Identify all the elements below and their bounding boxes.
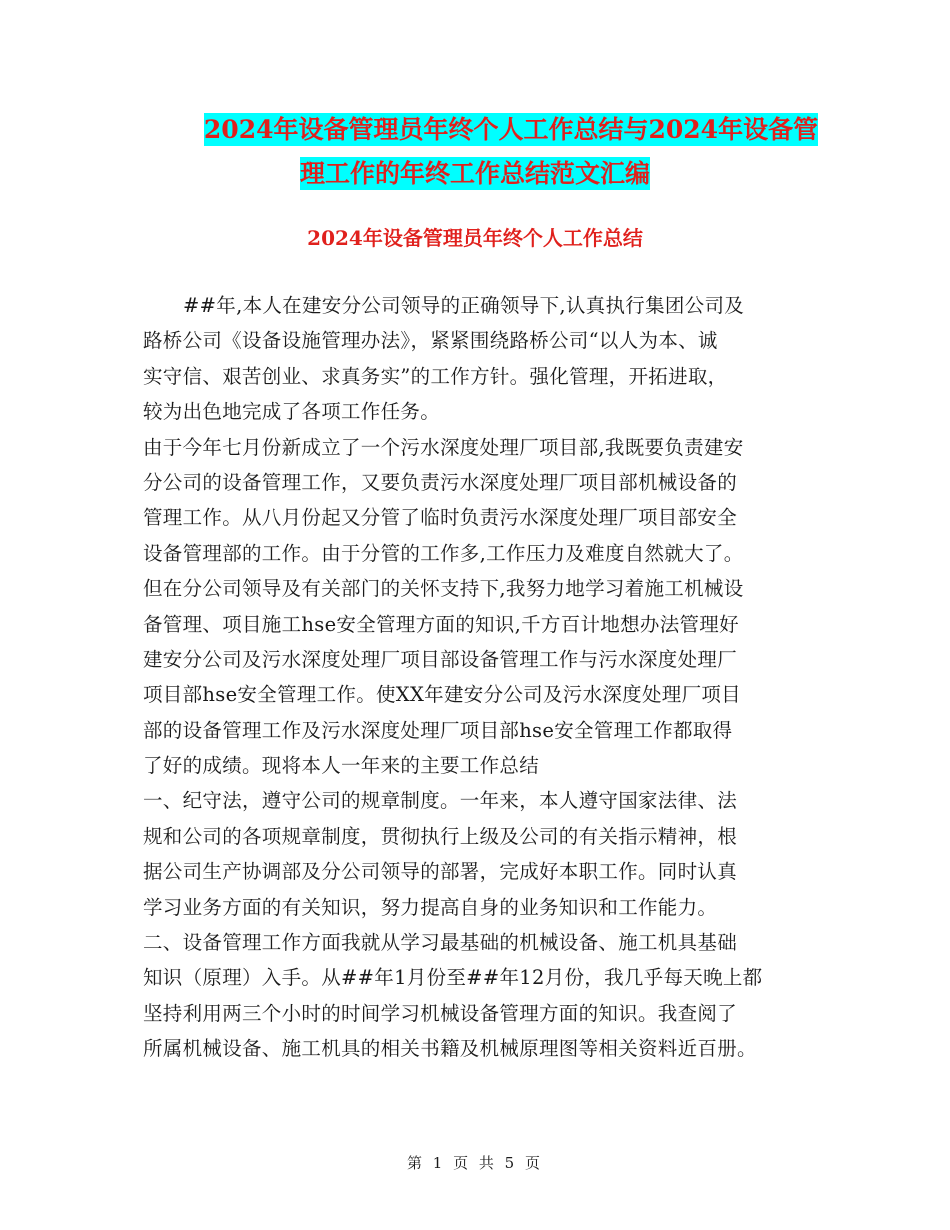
body-line: 学习业务方面的有关知识，努力提高自身的业务知识和工作能力。 xyxy=(143,895,718,919)
section-heading: 2024年设备管理员年终个人工作总结 xyxy=(307,226,643,250)
body-line: 一、纪守法，遵守公司的规章制度。一年来，本人遵守国家法律、法 xyxy=(143,789,738,813)
body-line: ##年,本人在建安分公司领导的正确领导下,认真执行集团公司及 xyxy=(183,294,745,317)
body-line: 规和公司的各项规章制度，贯彻执行上级及公司的有关指示精神，根 xyxy=(143,824,738,848)
body-line: 部的设备管理工作及污水深度处理厂项目部hse安全管理工作都取得 xyxy=(143,718,733,742)
body-line: 了好的成绩。现将本人一年来的主要工作总结 xyxy=(143,754,540,778)
body-line: 管理工作。从八月份起又分管了临时负责污水深度处理厂项目部安全 xyxy=(143,506,738,530)
document-title-line-2 xyxy=(0,152,950,196)
body-line: 二、设备管理工作方面我就从学习最基础的机械设备、施工机具基础 xyxy=(143,931,738,955)
body-line: 项目部hse安全管理工作。使XX年建安分公司及污水深度处理厂项目 xyxy=(143,683,741,707)
body-line: 分公司的设备管理工作，又要负责污水深度处理厂项目部机械设备的 xyxy=(143,470,738,494)
document-title-line-1 xyxy=(0,108,950,152)
body-line: 但在分公司领导及有关部门的关怀支持下,我努力地学习着施工机械设 xyxy=(143,577,744,601)
body-line: 据公司生产协调部及分公司领导的部署，完成好本职工作。同时认真 xyxy=(143,860,738,884)
title-highlight-2: 理工作的年终工作总结范文汇编 xyxy=(299,159,650,188)
body-line: 知识（原理）入手。从##年1月份至##年12月份，我几乎每天晚上都 xyxy=(143,966,763,990)
body-text xyxy=(143,288,808,1067)
body-line: 设备管理部的工作。由于分管的工作多,工作压力及难度自然就大了。 xyxy=(143,541,744,565)
body-line: 坚持利用两三个小时的时间学习机械设备管理方面的知识。我查阅了 xyxy=(143,1001,738,1025)
page-number-footer: 第 1 页 共 5 页 xyxy=(407,1154,543,1172)
document-title xyxy=(0,108,950,196)
title-highlight-1: 2024年设备管理员年终个人工作总结与2024年设备管 xyxy=(203,115,819,144)
body-line: 由于今年七月份新成立了一个污水深度处理厂项目部,我既要负责建安 xyxy=(143,435,744,459)
body-line: 建安分公司及污水深度处理厂项目部设备管理工作与污水深度处理厂 xyxy=(143,647,738,671)
body-line: 备管理、项目施工hse安全管理方面的知识,千方百计地想办法管理好 xyxy=(143,612,739,636)
body-line: 路桥公司《设备设施管理办法》，紧紧围绕路桥公司“以人为本、诚 xyxy=(143,329,718,353)
body-line: 实守信、艰苦创业、求真务实”的工作方针。强化管理，开拓进取， xyxy=(143,364,728,388)
body-line: 所属机械设备、施工机具的相关书籍及机械原理图等相关资料近百册。 xyxy=(143,1037,757,1061)
body-line: 较为出色地完成了各项工作任务。 xyxy=(143,400,441,424)
